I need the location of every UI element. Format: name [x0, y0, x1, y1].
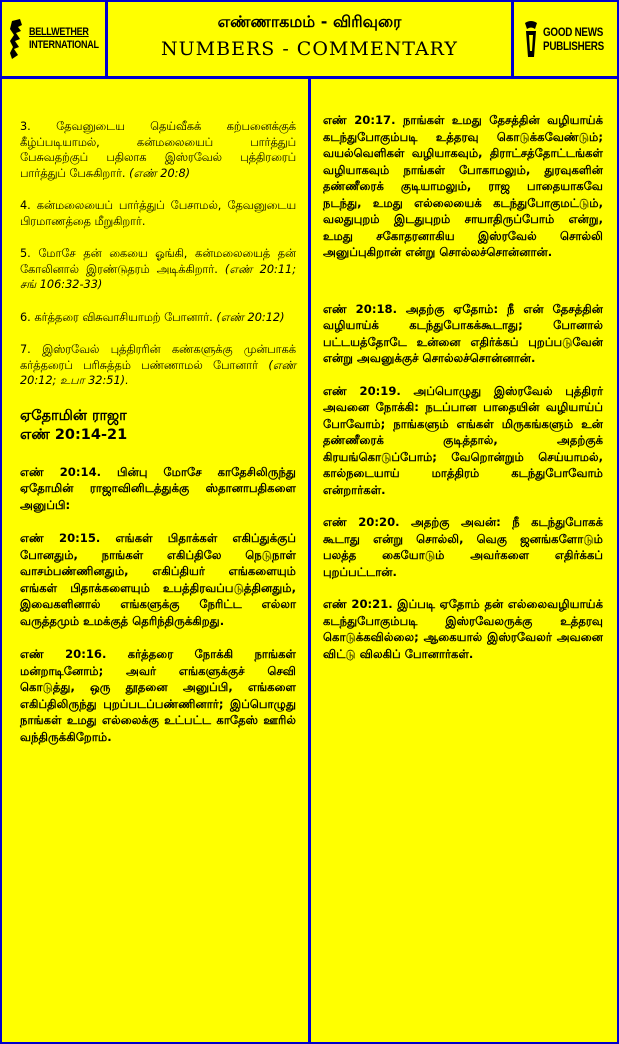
scripture-reference: (எண் 20:12) [216, 310, 285, 324]
verse-paragraph: எண் 20:14. பின்பு மோசே காதேசிலிருந்து ஏதோமின் ராஜாவினிடத்துக்கு ஸ்தானாபதிகளை அனுப்பி: [20, 464, 296, 512]
verse-paragraph: எண் 20:21. இப்படி ஏதோம் தன் எல்லைவழியாய்க் கடந்துபோகும்படி இஸ்ரவேலருக்கு உத்தரவு கொடுக்கவில்லை; ஆகையால் இஸ்ரவேலர் அவனை விட்டு விலகிப் போனார்கள். [323, 597, 603, 661]
logo-left-line2: INTERNATIONAL [29, 39, 99, 51]
list-item: 7. இஸ்ரவேல் புத்திரரின் கண்களுக்கு முன்பாகக் கர்த்தரைப் பரிசுத்தம் பண்ணாமல் போனார் (எண் 20:12; உபா 32:51). [20, 343, 296, 387]
verse-paragraph: எண் 20:17. நாங்கள் உமது தேசத்தின் வழியாய்க் கடந்துபோகும்படி உத்தரவு கொடுக்கவேண்டும்; வயல்வெளிகள் வழியாகவும், திராட்சத்தோட்டங்கள் வழியாகவும் நாங்கள் போகாமலும், துரவுகளின் தண்ணீரைக் குடியாமலும், ராஜ பாதையாகவே நடந்து, உமது எல்லையைக் கடந்துபோகுமட்டும், வலதுபுறம் இடதுபுறம் சாயாதிருப்போம் என்று, உமது சகோதரனாகிய இஸ்ரவேல் சொல்லி அனுப்புகிறான் என்று சொல்லச்சொன்னான். [323, 113, 603, 259]
section-reference: எண் 20:14-21 [20, 426, 128, 443]
scripture-reference: (எண் 20:12; உபா 32:51). [20, 358, 296, 387]
list-item: 4. கன்மலையைப் பார்த்துப் பேசாமல், தேவனுடைய பிரமாணத்தை மீறுகிறார். [20, 199, 296, 228]
logo-left-line1: BELLWETHER [29, 26, 89, 38]
scripture-reference: (எண் 20:8) [129, 166, 191, 180]
page-title-english: NUMBERS - COMMENTARY [161, 38, 458, 60]
point-list [20, 119, 296, 389]
left-column [2, 79, 308, 1042]
logo-right-line1: GOOD NEWS [543, 25, 604, 39]
page-title-tamil: எண்ணாகமம் - விரிவுரை [217, 12, 402, 31]
list-item: 6. கர்த்தரை விசுவாசியாமற் போனார். (எண் 20:12) [20, 310, 285, 324]
good-news-mark-icon [522, 17, 540, 61]
verse-paragraph: எண் 20:20. அதற்கு அவன்: நீ கடந்துபோகக் கூடாது என்று சொல்லி, வெகு ஜனங்களோடும் பலத்த கையோடும் அவர்களை எதிர்க்கப் புறப்பட்டான். [323, 515, 603, 579]
list-item: 3. தேவனுடைய தெய்வீகக் கற்பனைக்குக் கீழ்ப்படியாமல், கன்மலையைப் பார்த்துப் பேசுவதற்குப் பதிலாக இஸ்ரவேல் புத்திரரைப் பார்த்துப் பேசுகிறார். (எண் 20:8) [20, 120, 296, 180]
logo-right-line2: PUBLISHERS [543, 39, 604, 53]
verse-paragraph: எண் 20:18. அதற்கு ஏதோம்: நீ என் தேசத்தின் வழியாய்க் கடந்துபோகக்கூடாது; போனால் பட்டயத்தோடே உன்னை எதிர்க்கப் புறப்படுவேன் என்று அவனுக்குச் சொல்லச்சொன்னான். [323, 301, 603, 365]
verse-paragraph: எண் 20:19. அப்பொழுது இஸ்ரவேல் புத்திரர் அவனை நோக்கி: நடப்பான பாதையின் வழியாய்ப் போவோம்; நாங்களும் எங்கள் மிருகங்களும் உன் தண்ணீரைக் குடித்தால், அதற்குக் கிரயங்கொடுப்போம்; வேறொன்றும் செய்யாமல், கால்நடையாய் மாத்திரம் கடந்துபோவோம் என்றார்கள். [323, 383, 603, 497]
publisher-logo-right [514, 2, 617, 76]
list-item: 5. மோசே தன் கையை ஓங்கி, கன்மலையைத் தன் கோலினால் இரண்டுதரம் அடிக்கிறார். (எண் 20:11; சங் 106:32-33) [20, 247, 296, 291]
page-header [108, 2, 511, 76]
right-column [311, 79, 617, 1042]
section-title: ஏதோமின் ராஜா [20, 407, 127, 424]
verse-paragraph: எண் 20:16. கர்த்தரை நோக்கி நாங்கள் மன்றாடினோம்; அவர் எங்களுக்குச் செவி கொடுத்து, ஒரு தூதனை அனுப்பி, எங்களை எகிப்திலிருந்து புறப்படப்பண்ணினார்; இப்பொழுது நாங்கள் உமது எல்லைக்கு உட்பட்ட காதேஸ் ஊரில் வந்திருக்கிறோம். [20, 647, 296, 744]
bellwether-ram-icon [8, 17, 26, 61]
publisher-logo-left [2, 2, 105, 76]
verse-paragraph: எண் 20:15. எங்கள் பிதாக்கள் எகிப்துக்குப் போனதும், நாங்கள் எகிப்திலே நெடுநாள் வாசம்பண்ணினதும், எகிப்தியர் எங்களையும் எங்கள் பிதாக்களையும் உபத்திரவப்படுத்தினதும், இவைகளினால் எங்களுக்கு நேரிட்ட எல்லா வருத்தமும் உமக்குத் தெரிந்திருக்கிறது. [20, 531, 296, 628]
scripture-reference: (எண் 20:11; சங் 106:32-33) [20, 262, 296, 291]
section-heading [20, 407, 296, 445]
